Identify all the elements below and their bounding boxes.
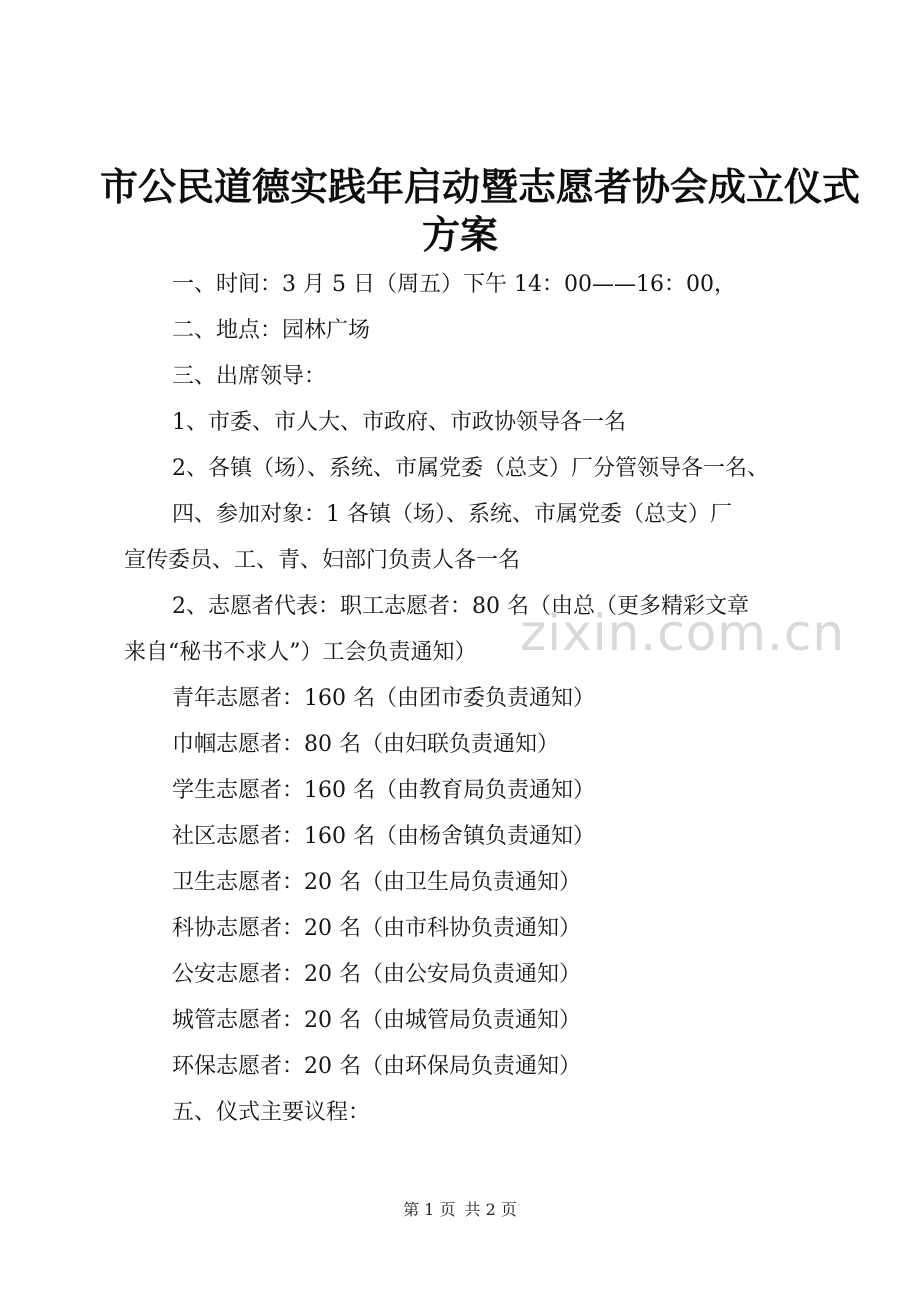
page-footer bbox=[0, 1199, 920, 1221]
list-item: 巾帼志愿者：80 名（由妇联负责通知） bbox=[172, 732, 559, 757]
watermark: zixin.com.cn bbox=[520, 604, 846, 662]
leaders-item-1: 1、市委、市人大、市政府、市政协领导各一名 bbox=[172, 410, 626, 435]
list-item: 科协志愿者：20 名（由市科协负责通知） bbox=[172, 916, 581, 941]
document-title-line-1: 市公民道德实践年启动暨志愿者协会成立仪式 bbox=[100, 164, 861, 209]
agenda-heading: 五、仪式主要议程： bbox=[172, 1100, 371, 1125]
document-title-line-2: 方案 bbox=[421, 212, 498, 257]
location-line: 二、地点：园林广场 bbox=[172, 318, 371, 343]
participants-line-1: 四、参加对象：1 各镇（场）、系统、市属党委（总支）厂 bbox=[172, 502, 732, 527]
leaders-heading: 三、出席领导： bbox=[172, 364, 327, 389]
list-item: 卫生志愿者：20 名（由卫生局负责通知） bbox=[172, 870, 581, 895]
list-item: 环保志愿者：20 名（由环保局负责通知） bbox=[172, 1054, 581, 1079]
page-total: 共 2 页 bbox=[464, 1200, 517, 1219]
list-item: 公安志愿者：20 名（由公安局负责通知） bbox=[172, 962, 581, 987]
list-item: 学生志愿者：160 名（由教育局负责通知） bbox=[172, 778, 595, 803]
time-line: 一、时间：3 月 5 日（周五）下午 14：00——16：00， bbox=[172, 272, 736, 297]
volunteer-reps-line-1: 2、志愿者代表：职工志愿者：80 名（由总（更多精彩文章 bbox=[172, 594, 749, 619]
list-item: 青年志愿者：160 名（由团市委负责通知） bbox=[172, 686, 595, 711]
list-item: 社区志愿者：160 名（由杨舍镇负责通知） bbox=[172, 824, 595, 849]
leaders-item-2: 2、各镇（场）、系统、市属党委（总支）厂分管领导各一名、 bbox=[172, 456, 769, 481]
participants-line-2: 宣传委员、工、青、妇部门负责人各一名 bbox=[124, 548, 521, 573]
volunteer-reps-line-2: 来自“秘书不求人”）工会负责通知） bbox=[124, 640, 477, 665]
page-number: 第 1 页 bbox=[403, 1200, 456, 1219]
list-item: 城管志愿者：20 名（由城管局负责通知） bbox=[172, 1008, 581, 1033]
